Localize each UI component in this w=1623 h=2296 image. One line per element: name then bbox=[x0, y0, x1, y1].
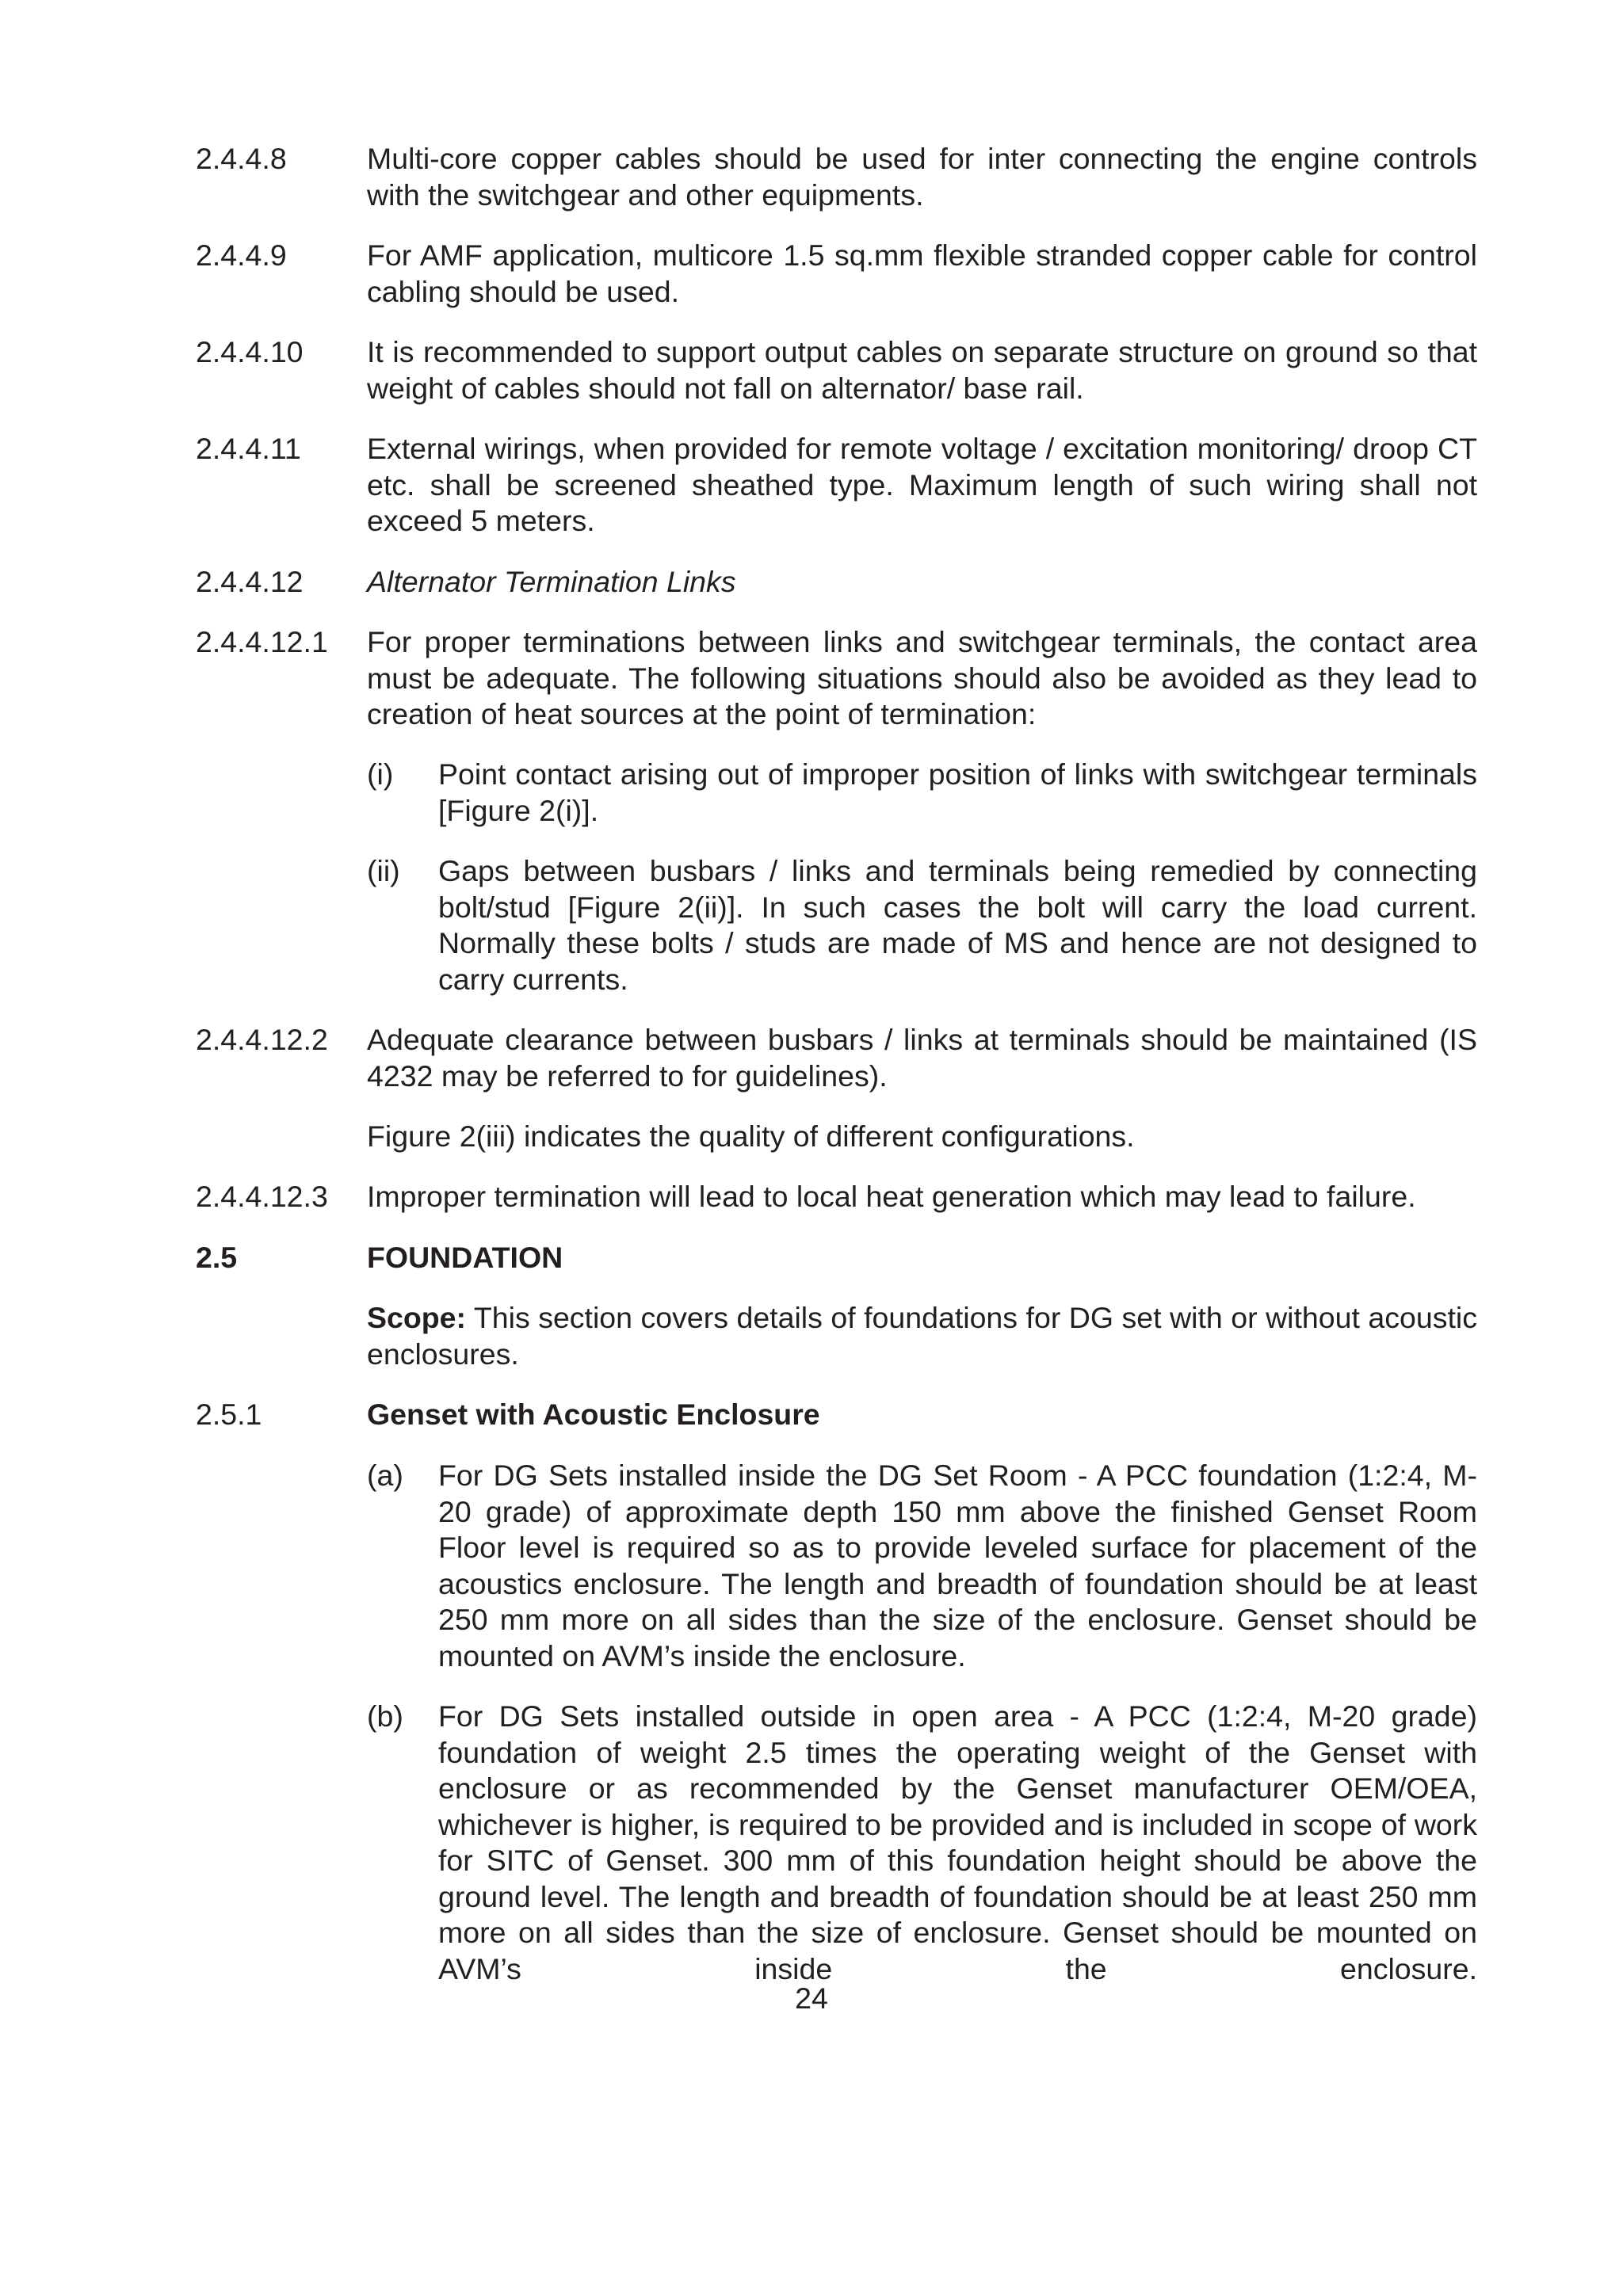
section-text: Multi-core copper cables should be used for inter connecting the engine controls with the switchgear and other equipments. bbox=[367, 142, 1477, 212]
list-item-label: (b) bbox=[367, 1699, 403, 1733]
section-number: 2.4.4.12 bbox=[196, 565, 304, 598]
section-number: 2.4.4.11 bbox=[196, 432, 301, 465]
section-2-4-4-12-2-note bbox=[196, 1119, 1477, 1155]
section-heading: FOUNDATION bbox=[367, 1241, 563, 1274]
scope-paragraph bbox=[367, 1300, 1477, 1372]
section-number: 2.4.4.12.2 bbox=[196, 1023, 328, 1056]
list-item-label: (ii) bbox=[367, 854, 400, 887]
section-2-4-4-12-2 bbox=[196, 1022, 1477, 1094]
section-number: 2.4.4.10 bbox=[196, 335, 304, 368]
scope-text: This section covers details of foundations for DG set with or without acoustic enclosures. bbox=[367, 1301, 1477, 1371]
list-item bbox=[367, 853, 1477, 997]
list-item-label: (a) bbox=[367, 1459, 403, 1492]
page-number: 24 bbox=[795, 1981, 828, 2015]
section-text: External wirings, when provided for remote voltage / excitation monitoring/ droop CT etc. shall be screened sheathed type. Maximum length of such wiring shall not exceed 5 meters. bbox=[367, 432, 1477, 537]
list-item-label: (i) bbox=[367, 757, 394, 791]
section-number: 2.4.4.8 bbox=[196, 142, 287, 175]
scope-label: Scope: bbox=[367, 1301, 467, 1334]
section-2-4-4-12-3 bbox=[196, 1179, 1477, 1215]
section-text: Improper termination will lead to local heat generation which may lead to failure. bbox=[367, 1180, 1416, 1213]
section-number: 2.4.4.9 bbox=[196, 238, 287, 272]
section-number: 2.5.1 bbox=[196, 1398, 262, 1431]
section-title: Alternator Termination Links bbox=[367, 565, 736, 598]
list-item bbox=[367, 1458, 1477, 1674]
section-heading: Genset with Acoustic Enclosure bbox=[367, 1398, 820, 1431]
list-item-text: Gaps between busbars / links and terminals being remedied by connecting bolt/stud [Figure 2(ii)]. In such cases the bolt will carry the load current. Normally these bolts / studs are made of MS and hence are not designed to carry currents. bbox=[438, 854, 1477, 996]
section-2-4-4-12 bbox=[196, 564, 1477, 601]
section-2-5 bbox=[196, 1240, 1477, 1276]
section-text: It is recommended to support output cables on separate structure on ground so that weight of cables should not fall on alternator/ base rail. bbox=[367, 335, 1477, 405]
section-2-5-scope bbox=[196, 1300, 1477, 1372]
section-2-4-4-9 bbox=[196, 238, 1477, 310]
list-item-text: For DG Sets installed outside in open area - A PCC (1:2:4, M-20 grade) foundation of weight 2.5 times the operating weight of the Genset with enclosure or as recommended by the Genset manufacturer OEM/OEA, whichever is higher, is required to be provided and is included in scope of work for SITC of Genset. 300 mm of this foundation height should be above the ground level. The length and breadth of foundation should be at least 250 mm more on all sides than the size of enclosure. Genset should be mounted on AVM’s inside the enclosure. bbox=[438, 1699, 1477, 1985]
section-number: 2.5 bbox=[196, 1241, 238, 1274]
section-number: 2.4.4.12.3 bbox=[196, 1180, 328, 1213]
section-2-4-4-11 bbox=[196, 431, 1477, 540]
section-number: 2.4.4.12.1 bbox=[196, 625, 328, 658]
section-2-4-4-12-1 bbox=[196, 624, 1477, 733]
section-2-5-1 bbox=[196, 1397, 1477, 1433]
section-text: Adequate clearance between busbars / links at terminals should be maintained (IS 4232 may be referred to for guidelines). bbox=[367, 1023, 1477, 1093]
list-item-text: Point contact arising out of improper position of links with switchgear terminals [Figure 2(i)]. bbox=[438, 757, 1477, 827]
list-item bbox=[367, 1699, 1477, 1987]
section-2-4-4-10 bbox=[196, 334, 1477, 406]
section-text: For AMF application, multicore 1.5 sq.mm flexible stranded copper cable for control cabling should be used. bbox=[367, 238, 1477, 308]
section-2-4-4-8 bbox=[196, 141, 1477, 213]
list-item bbox=[367, 757, 1477, 829]
section-note: Figure 2(iii) indicates the quality of different configurations. bbox=[367, 1119, 1135, 1153]
list-item-text: For DG Sets installed inside the DG Set Room - A PCC foundation (1:2:4, M-20 grade) of approximate depth 150 mm above the finished Genset Room Floor level is required so as to provide leveled surface for placement of the acoustics enclosure. The length and breadth of foundation should be at least 250 mm more on all sides than the size of the enclosure. Genset should be mounted on AVM’s inside the enclosure. bbox=[438, 1459, 1477, 1672]
section-text: For proper terminations between links and switchgear terminals, the contact area must be adequate. The following situations should also be avoided as they lead to creation of heat sources at the point of termination: bbox=[367, 625, 1477, 730]
